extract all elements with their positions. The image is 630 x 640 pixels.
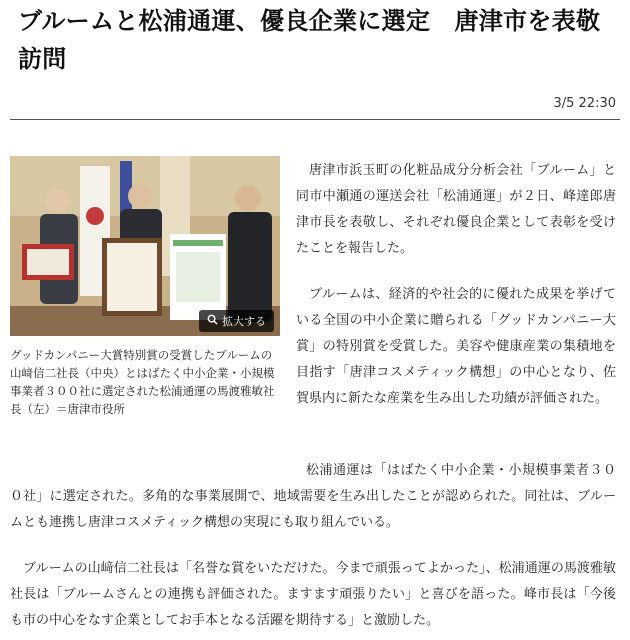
paragraph-2: ブルームは、経済的や社会的に優れた成果を挙げている全国の中小企業に贈られる「グッドカンパニー大賞」の特別賞を受賞した。美容や健康産業の集積地を目指す「唐津コスメティック構想」の中心となり、佐賀県内に新たな産業を生み出した功績が評価された。 [296,287,616,406]
paragraph-4: ブルームの山﨑信二社長は「名誉な賞をいただけた。今まで頑張ってよかった」、松浦通運の馬渡雅敏社長は「ブルームさんとの連携も評価された。ますます頑張りたい」と喜びを語った。峰市長は「今後も市の中心をなす企業としてお手本となる活躍を期待する」と激励した。 [10,561,616,628]
paragraph-1: 唐津市浜玉町の化粧品成分分析会社「ブルーム」と同市中瀬通の運送会社「松浦通運」が２日、峰達郎唐津市長を表敬し、それぞれ優良企業として表彰を受けたことを報告した。 [296,163,616,256]
paragraph-3: 松浦通運は「はばたく中小企業・小規模事業者３００社」に選定された。多角的な事業展開で、地域需要を生み出したことが認められた。同社は、ブルームとも連携し唐津コスメティック構想の実現にも取り組んでいる。 [10,463,616,530]
article-photo[interactable] [10,156,280,336]
photo-caption: グッドカンパニー大賞特別賞の受賞したブルームの山﨑信二社長（中央）とはばたく中小企業・小規模事業者３００社に選定された松浦通運の馬渡雅敏社長（左）＝唐津市役所 [10,348,275,416]
headline: ブルームと松浦通運、優良企業に選定 唐津市を表敬訪問 [18,7,601,73]
publish-date: 3/5 22:30 [553,96,616,111]
divider [10,119,620,120]
photo-figure [10,156,280,418]
photo-illustration [10,156,280,336]
search-icon [207,314,218,328]
zoom-button[interactable] [199,310,274,332]
zoom-label: 拡大する [222,315,266,328]
